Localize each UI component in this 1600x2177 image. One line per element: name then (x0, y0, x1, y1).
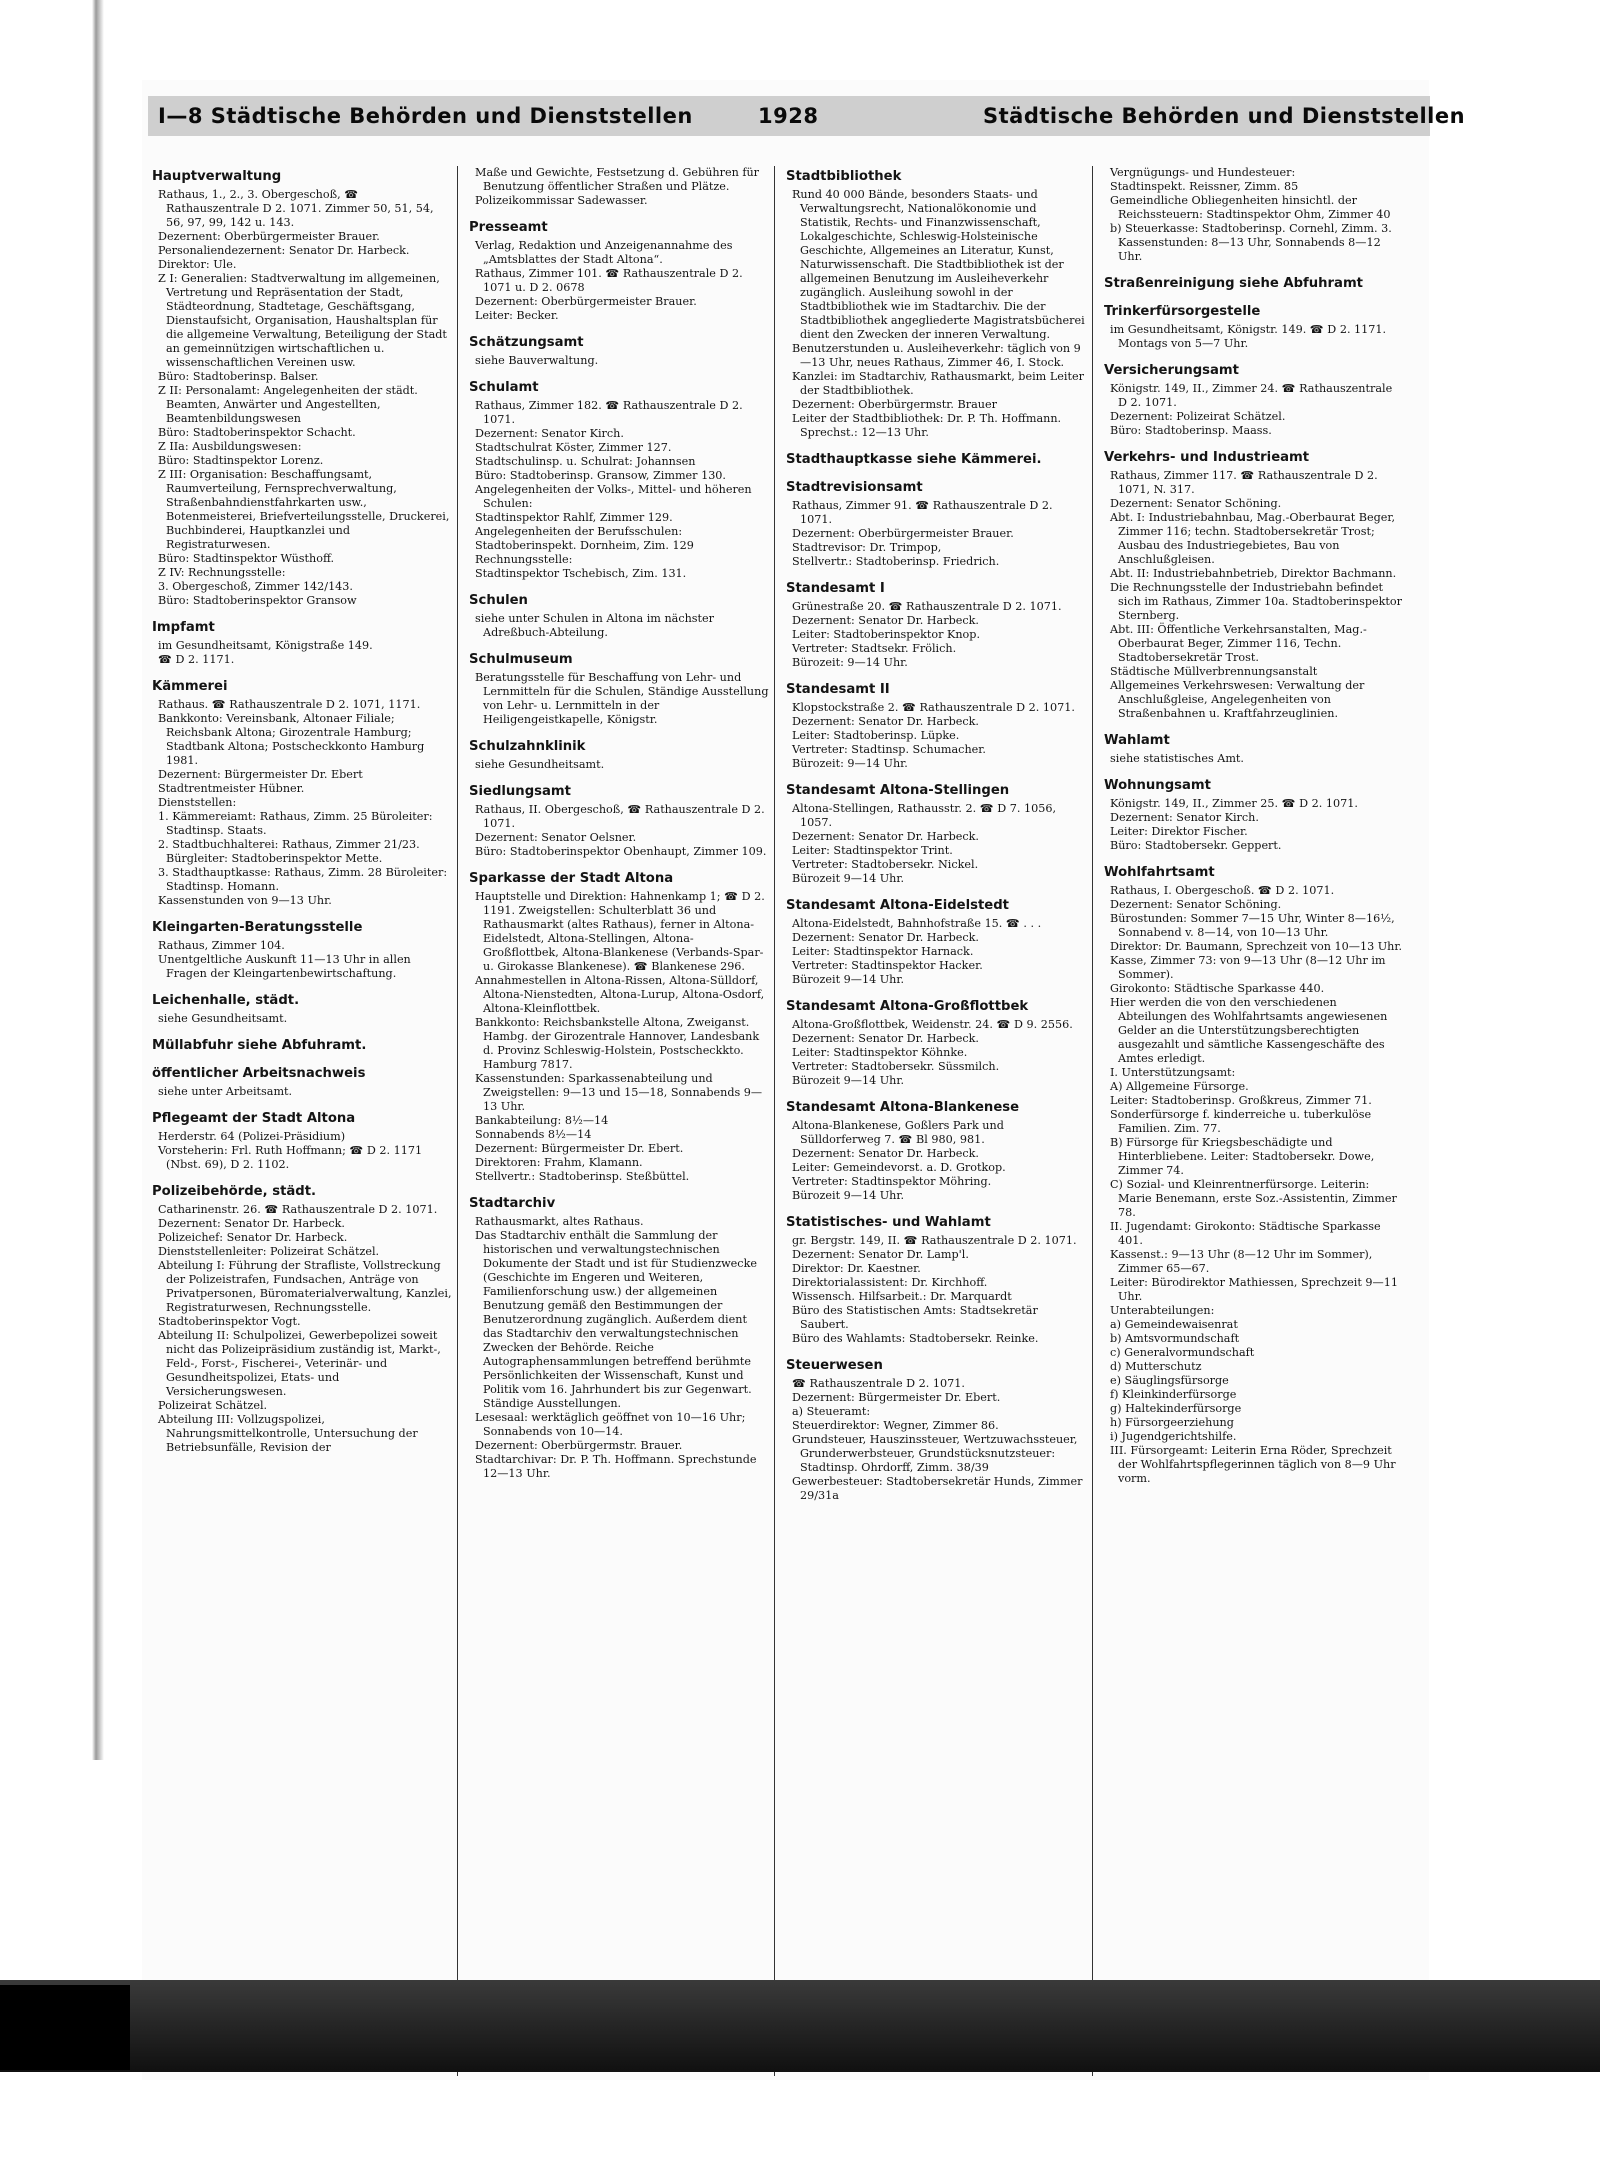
entry-line: Personaliendezernent: Senator Dr. Harbeck. (158, 244, 410, 257)
entry-line: Direktor: Ule. (158, 258, 237, 271)
entry-heading: Schätzungsamt (469, 335, 584, 350)
entry-line: Z III: Organisation: Beschaffungsamt, Raumverteilung, Fernsprechverwaltung, Straßenbahndienstfahrkarten usw., Botenmeisterei, Briefverteilungsstelle, Druckerei, Buchbinderei, Hauptkanzlei und Registraturwesen. (158, 468, 453, 551)
entry-line: Angelegenheiten der Berufsschulen: (475, 525, 683, 538)
entry-line: Dezernent: Senator Dr. Harbeck. (158, 1217, 345, 1230)
entry-heading: Schulamt (469, 380, 539, 395)
entry-line: Büro: Stadtoberinspektor Obenhaupt, Zimmer 109. (475, 845, 767, 858)
entry-heading: Schulen (469, 593, 528, 608)
entry-line: b) Amtsvormundschaft (1110, 1332, 1240, 1345)
header-left: I—8 Städtische Behörden und Dienststellen (158, 104, 693, 128)
header-right: Städtische Behörden und Dienststellen (983, 104, 1466, 128)
directory-entry (152, 168, 452, 608)
entry-line: Abt. I: Industriebahnbau, Mag.-Oberbaurat Beger, Zimmer 116; techn. Stadtobersekretär Trost; Ausbau des Industriegebietes, Bau von Anschlußgleisen. (1110, 511, 1399, 566)
entry-line: Büro: Stadtoberinspektor Gransow (158, 594, 357, 607)
entry-line: Dezernent: Senator Kirch. (475, 427, 624, 440)
entry-line: Catharinenstr. 26. ☎ Rathauszentrale D 2. 1071. (158, 1203, 438, 1216)
entry-heading: Stadtbibliothek (786, 169, 902, 184)
directory-entry (786, 782, 1086, 886)
entry-line: Kanzlei: im Stadtarchiv, Rathausmarkt, beim Leiter der Stadtbibliothek. (792, 370, 1088, 397)
entry-line: Königstr. 149, II., Zimmer 24. ☎ Rathauszentrale D 2. 1071. (1110, 382, 1396, 409)
entry-line: Unentgeltliche Auskunft 11—13 Uhr in allen Fragen der Kleingartenbewirtschaftung. (158, 953, 415, 980)
entry-line: Dienststellenleiter: Polizeirat Schätzel. (158, 1245, 380, 1258)
directory-entry (469, 219, 769, 323)
entry-line: Rathaus, Zimmer 91. ☎ Rathauszentrale D 2. 1071. (792, 499, 1057, 526)
entry-line: Leiter: Bürodirektor Mathiessen, Sprechzeit 9—11 Uhr. (1110, 1276, 1402, 1303)
entry-line: Büro: Stadtoberinsp. Maass. (1110, 424, 1272, 437)
entry-line: Die Rechnungsstelle der Industriebahn befindet sich im Rathaus, Zimmer 10a. Stadtoberinspektor Sternberg. (1110, 581, 1406, 622)
entry-line: 2. Stadtbuchhalterei: Rathaus, Zimmer 21/23. Bürgleiter: Stadtoberinspektor Mette. (158, 838, 424, 865)
entry-line: Grundsteuer, Hauszinssteuer, Wertzuwachssteuer, Grunderwerbsteuer, Grundstücksnutzsteuer: Stadtinsp. Ohrdorff, Zimm. 38/39 (792, 1433, 1082, 1474)
entry-line: Dezernent: Oberbürgermstr. Brauer (792, 398, 997, 411)
directory-entry (1104, 777, 1404, 853)
directory-entry (469, 870, 769, 1184)
entry-heading: Wohlfahrtsamt (1104, 865, 1215, 880)
entry-line: Bürozeit 9—14 Uhr. (792, 1189, 905, 1202)
entry-line: Polizeirat Schätzel. (158, 1399, 268, 1412)
entry-heading: Standesamt Altona-Eidelstedt (786, 898, 1009, 913)
entry-line: B) Fürsorge für Kriegsbeschädigte und Hinterbliebene. Leiter: Stadtobersekr. Dowe, Zimmer 74. (1110, 1136, 1378, 1177)
entry-line: Bürozeit: 9—14 Uhr. (792, 757, 908, 770)
entry-line: II. Jugendamt: Girokonto: Städtische Sparkasse 401. (1110, 1220, 1385, 1247)
entry-heading: Trinkerfürsorgestelle (1104, 304, 1261, 319)
entry-line: Steuerdirektor: Wegner, Zimmer 86. (792, 1419, 999, 1432)
entry-line: siehe Gesundheitsamt. (158, 1012, 288, 1025)
entry-line: Vertreter: Stadtobersekr. Süssmilch. (792, 1060, 1000, 1073)
entry-heading: Kämmerei (152, 679, 228, 694)
directory-entry (786, 1099, 1086, 1203)
entry-line: Polizeikommissar Sadewasser. (475, 194, 648, 207)
column-1 (152, 166, 456, 1466)
directory-entry (469, 738, 769, 772)
entry-line: Sonnabends 8½—14 (475, 1128, 592, 1141)
directory-entry (1104, 166, 1404, 264)
directory-entry (786, 1214, 1086, 1346)
directory-entry (152, 1110, 452, 1172)
entry-line: Abteilung I: Führung der Strafliste, Vollstreckung der Polizeistrafen, Fundsachen, Anträge von Privatpersonen, Büromaterialverwaltung, Kanzlei, Registraturwesen, Rechnungsstelle. (158, 1259, 456, 1314)
entry-line: Das Stadtarchiv enthält die Sammlung der historischen und verwaltungstechnischen Dokumente der Stadt und ist für Studienzwecke (Geschichte im Engeren und Weiteren, Familienforschung usw.) der allgemeinen Benutzung gemäß den Bestimmungen der Benutzerordnung zugänglich. Außerdem dient das Stadtarchiv den verwaltungstechnischen Zwecken der Behörde. Reiche Autographensammlungen betreffend berühmte Persönlichkeiten der Wissenschaft, Kunst und Politik vom 16. Jahrhundert bis zur Gegenwart. Ständige Ausstellungen. (475, 1229, 761, 1410)
directory-entry (152, 1183, 456, 1455)
entry-line: 3. Stadthauptkasse: Rathaus, Zimm. 28 Büroleiter: Stadtinsp. Homann. (158, 866, 451, 893)
entry-line: Verlag, Redaktion und Anzeigenannahme des „Amtsblattes der Stadt Altona“. (475, 239, 737, 266)
entry-line: ☎ Rathauszentrale D 2. 1071. (792, 1377, 965, 1390)
entry-heading: Presseamt (469, 220, 548, 235)
directory-entry (786, 479, 1086, 569)
entry-line: Bankkonto: Reichsbankstelle Altona, Zweiganst. Hambg. der Girozentrale Hannover, Landesbank d. Provinz Schleswig-Holstein, Postscheckkto. Hamburg 7817. (475, 1016, 763, 1071)
entry-line: Altona-Eidelstedt, Bahnhofstraße 15. ☎ . . . (792, 917, 1042, 930)
entry-heading: Versicherungsamt (1104, 363, 1239, 378)
entry-line: im Gesundheitsamt, Königstraße 149. (158, 639, 373, 652)
entry-line: Stellvertr.: Stadtoberinsp. Friedrich. (792, 555, 1000, 568)
entry-line: Gewerbesteuer: Stadtobersekretär Hunds, Zimmer 29/31a (792, 1475, 1087, 1502)
entry-line: Leiter: Stadtinspektor Harnack. (792, 945, 974, 958)
page-header (148, 96, 1466, 136)
entry-line: Dezernent: Oberbürgermstr. Brauer. (475, 1439, 683, 1452)
entry-line: Vertreter: Stadtinspektor Hacker. (792, 959, 983, 972)
directory-entry (1104, 303, 1404, 351)
entry-line: Annahmestellen in Altona-Rissen, Altona-Sülldorf, Altona-Nienstedten, Altona-Lurup, Altona-Osdorf, Altona-Kleinflottbek. (475, 974, 768, 1015)
entry-line: siehe unter Schulen in Altona im nächster Adreßbuch-Abteilung. (475, 612, 718, 639)
entry-heading: Hauptverwaltung (152, 169, 282, 184)
entry-line: a) Gemeindewaisenrat (1110, 1318, 1238, 1331)
entry-line: Unterabteilungen: (1110, 1304, 1215, 1317)
entry-line: Wissensch. Hilfsarbeit.: Dr. Marquardt (792, 1290, 1012, 1303)
entry-line: III. Fürsorgeamt: Leiterin Erna Röder, Sprechzeit der Wohlfahrtspflegerinnen täglich von 8—9 Uhr vorm. (1110, 1444, 1400, 1485)
entry-heading: Kleingarten-Beratungsstelle (152, 920, 363, 935)
entry-line: Leiter: Stadtoberinspektor Knop. (792, 628, 981, 641)
entry-line: Leiter: Direktor Fischer. (1110, 825, 1248, 838)
entry-line: Dezernent: Bürgermeister Dr. Ebert (158, 768, 363, 781)
entry-line: a) Steueramt: (792, 1405, 871, 1418)
entry-line: c) Generalvormundschaft (1110, 1346, 1255, 1359)
entry-line: Bürozeit 9—14 Uhr. (792, 1074, 905, 1087)
entry-line: Rathausmarkt, altes Rathaus. (475, 1215, 644, 1228)
entry-line: Dezernent: Senator Dr. Harbeck. (792, 1147, 979, 1160)
column-area (152, 166, 1417, 2076)
entry-line: d) Mutterschutz (1110, 1360, 1202, 1373)
entry-line: Königstr. 149, II., Zimmer 25. ☎ D 2. 1071. (1110, 797, 1358, 810)
entry-line: Stadtinspektor Rahlf, Zimmer 129. (475, 511, 673, 524)
entry-line: Büro: Stadtinspektor Lorenz. (158, 454, 324, 467)
entry-line: Direktoren: Frahm, Klamann. (475, 1156, 643, 1169)
entry-line: Stadtrevisor: Dr. Trimpop, (792, 541, 942, 554)
entry-line: Abt. III: Öffentliche Verkehrsanstalten, Mag.-Oberbaurat Beger, Zimmer 116, Techn. Stadtobersekretär Trost. (1110, 623, 1367, 664)
entry-line: Dezernent: Senator Dr. Harbeck. (792, 715, 979, 728)
entry-line: Bürozeit 9—14 Uhr. (792, 973, 905, 986)
entry-line: Stadtschulinsp. u. Schulrat: Johannsen (475, 455, 696, 468)
entry-line: Lesesaal: werktäglich geöffnet von 10—16 Uhr; Sonnabends von 10—14. (475, 1411, 749, 1438)
header-year: 1928 (758, 104, 819, 128)
column-4 (1104, 166, 1404, 1497)
column-3 (786, 166, 1089, 1514)
column-2 (469, 166, 773, 1492)
entry-heading: Statistisches- und Wahlamt (786, 1215, 991, 1230)
entry-line: Büro des Wahlamts: Stadtobersekr. Reinke. (792, 1332, 1039, 1345)
entry-line: Leiter: Stadtinspektor Köhnke. (792, 1046, 968, 1059)
entry-heading: Straßenreinigung siehe Abfuhramt (1104, 276, 1363, 291)
entry-line: Leiter: Becker. (475, 309, 559, 322)
entry-line: Dezernent: Senator Dr. Lamp'l. (792, 1248, 969, 1261)
entry-line: Stadtoberinspekt. Dornheim, Zim. 129 (475, 539, 694, 552)
entry-line: Rathaus, I. Obergeschoß. ☎ D 2. 1071. (1110, 884, 1335, 897)
entry-line: Beratungsstelle für Beschaffung von Lehr- und Lernmitteln für die Schulen, Ständige Ausstellung von Lehr- u. Lernmitteln in der Heiligengeistkapelle, Königstr. (475, 671, 773, 726)
entry-line: Altona-Blankenese, Goßlers Park und Sülldorferweg 7. ☎ Bl 980, 981. (792, 1119, 1008, 1146)
entry-heading: Standesamt Altona-Großflottbek (786, 999, 1029, 1014)
directory-entry (469, 334, 769, 368)
entry-line: Dezernent: Senator Schöning. (1110, 497, 1282, 510)
directory-entry (1104, 275, 1404, 292)
entry-line: Vergnügungs- und Hundesteuer: (1110, 166, 1296, 179)
entry-line: Allgemeines Verkehrswesen: Verwaltung der Anschlußgleise, Angelegenheiten von Straßenbahnen u. Kraftfahrzeuglinien. (1110, 679, 1368, 720)
entry-line: Vertreter: Stadtinsp. Schumacher. (792, 743, 986, 756)
entry-line: Direktor: Dr. Kaestner. (792, 1262, 921, 1275)
entry-line: Rechnungsstelle: (475, 553, 573, 566)
entry-line: ☎ D 2. 1171. (158, 653, 235, 666)
entry-line: Rathaus, II. Obergeschoß, ☎ Rathauszentrale D 2. 1071. (475, 803, 769, 830)
entry-line: Maße und Gewichte, Festsetzung d. Gebühren für Benutzung öffentlicher Straßen und Plätze. (475, 166, 763, 193)
entry-heading: öffentlicher Arbeitsnachweis (152, 1066, 366, 1081)
entry-line: siehe Bauverwaltung. (475, 354, 599, 367)
entry-line: Vertreter: Stadtobersekr. Nickel. (792, 858, 979, 871)
entry-line: Bürostunden: Sommer 7—15 Uhr, Winter 8—16½, Sonnabend v. 8—14, von 10—13 Uhr. (1110, 912, 1399, 939)
entry-line: Rathaus, 1., 2., 3. Obergeschoß, ☎ Rathauszentrale D 2. 1071. Zimmer 50, 51, 54, 56, 97, 99, 142 u. 143. (158, 188, 438, 229)
entry-heading: Standesamt II (786, 682, 890, 697)
entry-line: Leiter: Stadtoberinsp. Großkreus, Zimmer 71. (1110, 1094, 1372, 1107)
entry-line: Z IV: Rechnungsstelle: (158, 566, 286, 579)
directory-entry (469, 651, 773, 727)
column-rule (774, 166, 775, 2076)
entry-line: im Gesundheitsamt, Königstr. 149. ☎ D 2. 1171. Montags von 5—7 Uhr. (1110, 323, 1390, 350)
entry-line: Klopstockstraße 2. ☎ Rathauszentrale D 2. 1071. (792, 701, 1075, 714)
entry-line: gr. Bergstr. 149, II. ☎ Rathauszentrale D 2. 1071. (792, 1234, 1077, 1247)
directory-entry (469, 783, 769, 859)
directory-entry (469, 592, 769, 640)
entry-heading: Steuerwesen (786, 1358, 883, 1373)
entry-line: I. Unterstützungsamt: (1110, 1066, 1236, 1079)
entry-heading: Stadthauptkasse siehe Kämmerei. (786, 452, 1042, 467)
entry-line: Leiter: Stadtinspektor Trint. (792, 844, 953, 857)
entry-line: Abteilung II: Schulpolizei, Gewerbepolizei soweit nicht das Polizeipräsidium zuständig ist, Markt-, Feld-, Forst-, Fischerei-, Veterinär- und Gesundheitspolizei, Etats- und Versicherungswesen. (158, 1329, 445, 1398)
entry-line: Herderstr. 64 (Polizei-Präsidium) (158, 1130, 346, 1143)
entry-heading: Müllabfuhr siehe Abfuhramt. (152, 1038, 367, 1053)
entry-heading: Stadtrevisionsamt (786, 480, 923, 495)
entry-line: 3. Obergeschoß, Zimmer 142/143. (158, 580, 353, 593)
entry-line: Direktor: Dr. Baumann, Sprechzeit von 10—13 Uhr. (1110, 940, 1403, 953)
column-rule (457, 166, 458, 2076)
scan-bottom-fold (0, 1980, 1600, 2072)
entry-heading: Leichenhalle, städt. (152, 993, 300, 1008)
entry-line: Leiter: Stadtoberinsp. Lüpke. (792, 729, 960, 742)
directory-entry (786, 451, 1086, 468)
entry-line: Stadtinspekt. Reissner, Zimm. 85 (1110, 180, 1299, 193)
directory-entry (786, 681, 1086, 771)
entry-line: A) Allgemeine Fürsorge. (1110, 1080, 1249, 1093)
directory-entry (152, 1037, 452, 1054)
directory-entry (152, 992, 452, 1026)
entry-line: f) Kleinkinderfürsorge (1110, 1388, 1237, 1401)
entry-line: Dezernent: Senator Dr. Harbeck. (792, 830, 979, 843)
entry-line: Stadtarchivar: Dr. P. Th. Hoffmann. Sprechstunde 12—13 Uhr. (475, 1453, 761, 1480)
entry-line: Z II: Personalamt: Angelegenheiten der städt. Beamten, Anwärter und Angestellten, Beamtenbildungswesen (158, 384, 422, 425)
entry-heading: Impfamt (152, 620, 215, 635)
entry-line: Dezernent: Senator Kirch. (1110, 811, 1259, 824)
entry-line: h) Fürsorgeerziehung (1110, 1416, 1234, 1429)
entry-line: g) Haltekinderfürsorge (1110, 1402, 1242, 1415)
entry-line: Büro: Stadtobersekr. Geppert. (1110, 839, 1282, 852)
directory-entry (152, 619, 452, 667)
entry-line: Dezernent: Senator Dr. Harbeck. (792, 1032, 979, 1045)
entry-line: Dezernent: Senator Schöning. (1110, 898, 1282, 911)
entry-line: Rathaus, Zimmer 182. ☎ Rathauszentrale D 2. 1071. (475, 399, 747, 426)
entry-line: Rathaus, Zimmer 104. (158, 939, 285, 952)
entry-line: Vorsteherin: Frl. Ruth Hoffmann; ☎ D 2. 1171 (Nbst. 69), D 2. 1102. (158, 1144, 426, 1171)
entry-line: Kasse, Zimmer 73: von 9—13 Uhr (8—12 Uhr im Sommer). (1110, 954, 1390, 981)
entry-line: siehe statistisches Amt. (1110, 752, 1244, 765)
entry-line: Rathaus, Zimmer 101. ☎ Rathauszentrale D 2. 1071 u. D 2. 0678 (475, 267, 747, 294)
entry-line: Dezernent: Polizeirat Schätzel. (1110, 410, 1286, 423)
scan-bottom-shadow (0, 1985, 130, 2070)
entry-line: Dezernent: Senator Oelsner. (475, 831, 637, 844)
entry-heading: Schulmuseum (469, 652, 573, 667)
entry-line: Dezernent: Senator Dr. Harbeck. (792, 614, 979, 627)
directory-entry (1104, 362, 1404, 438)
entry-line: Stadtinspektor Tschebisch, Zim. 131. (475, 567, 687, 580)
entry-line: Städtische Müllverbrennungsanstalt (1110, 665, 1318, 678)
directory-entry (1104, 449, 1404, 721)
entry-heading: Verkehrs- und Industrieamt (1104, 450, 1310, 465)
entry-line: Abteilung III: Vollzugspolizei, Nahrungsmittelkontrolle, Untersuchung der Betriebsunfälle, Revision der (158, 1413, 422, 1454)
directory-entry (469, 1195, 769, 1481)
directory-entry (152, 678, 452, 908)
entry-line: Leiter: Gemeindevorst. a. D. Grotkop. (792, 1161, 1006, 1174)
entry-line: e) Säuglingsfürsorge (1110, 1374, 1229, 1387)
entry-line: b) Steuerkasse: Stadtoberinsp. Cornehl, Zimm. 3. Kassenstunden: 8—13 Uhr, Sonnabends 8—12 Uhr. (1110, 222, 1396, 263)
entry-line: Kassenstunden: Sparkassenabteilung und Zweigstellen: 9—13 und 15—18, Sonnabends 9—13 Uhr. (475, 1072, 763, 1113)
entry-line: Z I: Generalien: Stadtverwaltung im allgemeinen, Vertretung und Repräsentation der Stadt, Städteordnung, Stadtetage, Geschäftsgang, Dienstaufsicht, Organisation, Haushaltsplan für die allgemeine Verwaltung, Beteiligung der Stadt an gemeinnützigen wirtschaftlichen u. wissenschaftlichen Vereinen usw. (158, 272, 451, 369)
directory-page (142, 80, 1466, 2080)
entry-line: Stadtrentmeister Hübner. (158, 782, 305, 795)
entry-line: Rathaus, Zimmer 117. ☎ Rathauszentrale D 2. 1071, N. 317. (1110, 469, 1382, 496)
entry-line: Stellvertr.: Stadtoberinsp. Steßbüttel. (475, 1170, 690, 1183)
entry-line: Grünestraße 20. ☎ Rathauszentrale D 2. 1071. (792, 600, 1062, 613)
entry-line: Dezernent: Oberbürgermeister Brauer. (475, 295, 697, 308)
directory-entry (152, 1065, 452, 1099)
entry-heading: Schulzahnklinik (469, 739, 586, 754)
entry-line: Abt. II: Industriebahnbetrieb, Direktor Bachmann. (1110, 567, 1397, 580)
entry-line: Dezernent: Bürgermeister Dr. Ebert. (475, 1142, 684, 1155)
entry-heading: Wohnungsamt (1104, 778, 1211, 793)
directory-entry (469, 166, 769, 208)
entry-line: Kassenst.: 9—13 Uhr (8—12 Uhr im Sommer), Zimmer 65—67. (1110, 1248, 1376, 1275)
directory-entry (469, 379, 769, 581)
entry-line: Hier werden die von den verschiedenen Abteilungen des Wohlfahrtsamts angewiesenen Gelder an die Unterstützungsberechtigten ausgezahlt und sämtliche Kassengeschäfte des Amtes erledigt. (1110, 996, 1391, 1065)
entry-line: Bürozeit 9—14 Uhr. (792, 872, 905, 885)
entry-line: Benutzerstunden u. Ausleiheverkehr: täglich von 9—13 Uhr, neues Rathaus, Zimmer 46, I. Stock. (792, 342, 1081, 369)
directory-entry (786, 998, 1086, 1088)
entry-line: Büro: Stadtoberinsp. Gransow, Zimmer 130. (475, 469, 726, 482)
entry-heading: Wahlamt (1104, 733, 1170, 748)
entry-heading: Polizeibehörde, städt. (152, 1184, 317, 1199)
directory-entry (786, 168, 1089, 440)
entry-line: Bankabteilung: 8½—14 (475, 1114, 609, 1127)
entry-line: Direktorialassistent: Dr. Kirchhoff. (792, 1276, 988, 1289)
scan-left-margin (0, 0, 125, 1760)
entry-line: Rund 40 000 Bände, besonders Staats- und Verwaltungsrecht, Nationalökonomie und Statistik, Rechts- und Finanzwissenschaft, Lokalgeschichte, Schleswig-Holsteinische Geschichte, Allgemeines an Literatur, Kunst, Naturwissenschaft. Die Stadtbibliothek ist der allgemeinen Benutzung im Ausleiheverkehr zugänglich. Ausleihung sowohl in der Stadtbibliothek wie im Stadtarchiv. Die der Stadtbibliothek angegliederte Magistratsbücherei dient den Zwecken der inneren Verwaltung. (792, 188, 1089, 341)
entry-line: Gemeindliche Obliegenheiten hinsichtl. der Reichssteuern: Stadtinspektor Ohm, Zimmer 40 (1110, 194, 1391, 221)
entry-line: Dezernent: Bürgermeister Dr. Ebert. (792, 1391, 1001, 1404)
entry-line: Bankkonto: Vereinsbank, Altonaer Filiale; Reichsbank Altona; Girozentrale Hamburg; Stadtbank Altona; Postscheckkonto Hamburg 1981. (158, 712, 428, 767)
column-rule (1092, 166, 1093, 2076)
entry-line: Bürozeit: 9—14 Uhr. (792, 656, 908, 669)
entry-heading: Siedlungsamt (469, 784, 571, 799)
entry-line: C) Sozial- und Kleinrentnerfürsorge. Leiterin: Marie Benemann, erste Soz.-Assistentin, Zimmer 78. (1110, 1178, 1401, 1219)
entry-heading: Standesamt Altona-Stellingen (786, 783, 1010, 798)
entry-line: siehe Gesundheitsamt. (475, 758, 605, 771)
entry-line: Büro des Statistischen Amts: Stadtsekretär Saubert. (792, 1304, 1042, 1331)
entry-heading: Standesamt I (786, 581, 885, 596)
entry-line: 1. Kämmereiamt: Rathaus, Zimm. 25 Büroleiter: Stadtinsp. Staats. (158, 810, 437, 837)
entry-line: Vertreter: Stadtsekr. Frölich. (792, 642, 957, 655)
entry-line: Büro: Stadtoberinspektor Schacht. (158, 426, 356, 439)
directory-entry (1104, 732, 1404, 766)
entry-line: Dezernent: Senator Dr. Harbeck. (792, 931, 979, 944)
directory-entry (786, 1357, 1086, 1503)
entry-heading: Stadtarchiv (469, 1196, 556, 1211)
entry-line: Sonderfürsorge f. kinderreiche u. tuberkulöse Familien. Zim. 77. (1110, 1108, 1375, 1135)
entry-line: siehe unter Arbeitsamt. (158, 1085, 293, 1098)
directory-entry (152, 919, 452, 981)
directory-entry (1104, 864, 1404, 1486)
directory-entry (786, 580, 1086, 670)
entry-line: Büro: Stadtoberinsp. Balser. (158, 370, 319, 383)
entry-line: Büro: Stadtinspektor Wüsthoff. (158, 552, 335, 565)
entry-heading: Sparkasse der Stadt Altona (469, 871, 674, 886)
entry-line: Vertreter: Stadtinspektor Möhring. (792, 1175, 992, 1188)
directory-entry (786, 897, 1086, 987)
entry-heading: Standesamt Altona-Blankenese (786, 1100, 1020, 1115)
entry-line: Polizeichef: Senator Dr. Harbeck. (158, 1231, 348, 1244)
entry-line: Stadtschulrat Köster, Zimmer 127. (475, 441, 672, 454)
entry-line: Stadtoberinspektor Vogt. (158, 1315, 301, 1328)
entry-line: Girokonto: Städtische Sparkasse 440. (1110, 982, 1325, 995)
entry-line: Angelegenheiten der Volks-, Mittel- und höheren Schulen: (475, 483, 756, 510)
entry-line: Altona-Stellingen, Rathausstr. 2. ☎ D 7. 1056, 1057. (792, 802, 1060, 829)
entry-line: Hauptstelle und Direktion: Hahnenkamp 1; ☎ D 2. 1191. Zweigstellen: Schulterblatt 36 und Rathausmarkt (altes Rathaus), ferner in Altona-Eidelstedt, Altona-Stellingen, Altona-Großflottbek, Altona-Blankenese (Verbands-Spar- u. Girokasse Blankenese). ☎ Blankenese 296. (475, 890, 769, 973)
entry-line: Kassenstunden von 9—13 Uhr. (158, 894, 332, 907)
entry-line: Dienststellen: (158, 796, 237, 809)
entry-line: i) Jugendgerichtshilfe. (1110, 1430, 1237, 1443)
entry-line: Dezernent: Oberbürgermeister Brauer. (158, 230, 380, 243)
entry-line: Dezernent: Oberbürgermeister Brauer. (792, 527, 1014, 540)
entry-heading: Pflegeamt der Stadt Altona (152, 1111, 356, 1126)
entry-line: Altona-Großflottbek, Weidenstr. 24. ☎ D 9. 2556. (792, 1018, 1073, 1031)
entry-line: Rathaus. ☎ Rathauszentrale D 2. 1071, 1171. (158, 698, 421, 711)
entry-line: Leiter der Stadtbibliothek: Dr. P. Th. Hoffmann. Sprechst.: 12—13 Uhr. (792, 412, 1065, 439)
entry-line: Z IIa: Ausbildungswesen: (158, 440, 302, 453)
